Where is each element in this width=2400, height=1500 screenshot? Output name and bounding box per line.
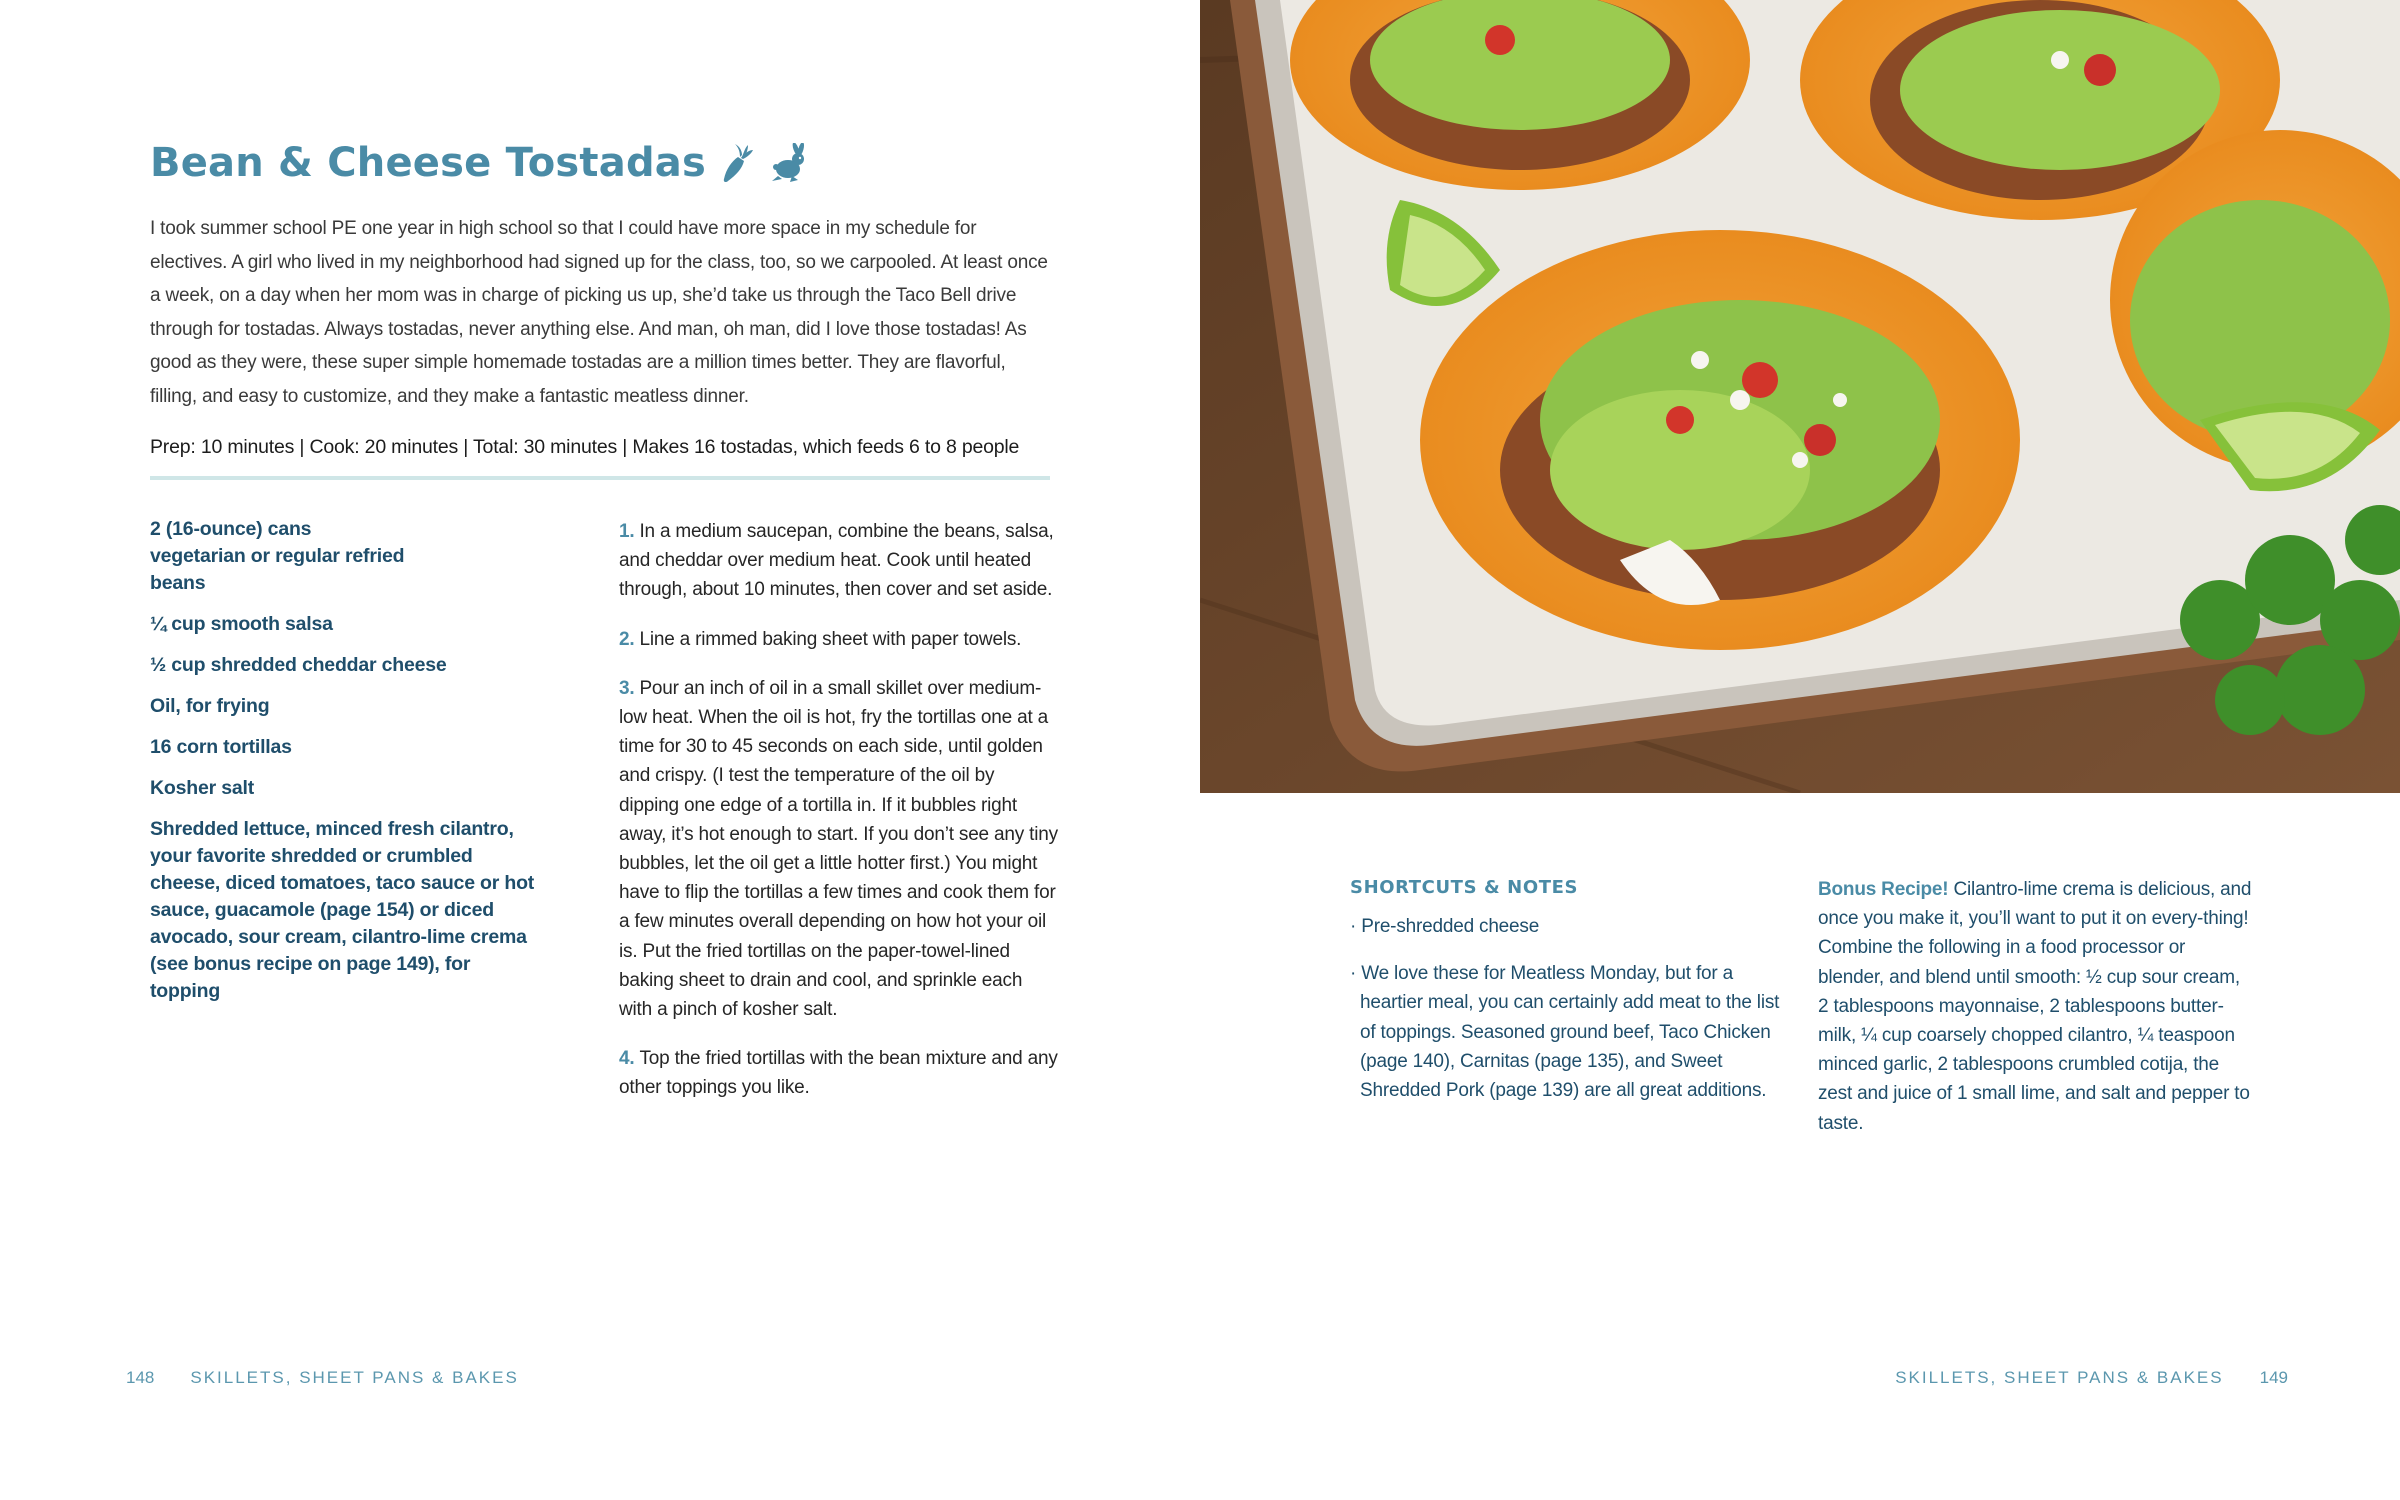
veggie-icon (720, 143, 754, 183)
left-footer (126, 1368, 519, 1388)
ingredient-item: 2 (16-ounce) cans vegetarian or regular refried beans (150, 518, 405, 594)
step-item (619, 517, 1059, 605)
step-text: Line a rimmed baking sheet with paper towels. (639, 628, 1022, 650)
quick-rabbit-icon (768, 143, 808, 183)
ingredient-item: Oil, for frying (150, 695, 270, 717)
ingredient-item: ½ cup shredded cheddar cheese (150, 654, 447, 676)
page-number: 149 (2259, 1368, 2288, 1387)
ingredient-item: Kosher salt (150, 777, 255, 799)
right-page (1200, 0, 2400, 1500)
bonus-text: Cilantro-lime crema is delicious, and once you make it, you’ll want to put it on every-thing! Combine the following in a food processor or blender, and blend until smooth: ½ cup sour cream, 2 tablespoons mayonnaise, 2 tablespoons butter-milk, ¼ cup coarsely chopped cilantro, ¼ teaspoon minced garlic, 2 tablespoons crumbled cotija, the zest and juice of 1 small lime, and salt and pepper to taste. (1818, 879, 2252, 1134)
right-footer (1895, 1368, 2288, 1388)
ingredient-item: 16 corn tortillas (150, 736, 292, 758)
notes-list (1350, 912, 1780, 1105)
recipe-meta: Prep: 10 minutes | Cook: 20 minutes | Total: 30 minutes | Makes 16 tostadas, which feeds 6 to 8 people (150, 436, 1020, 458)
step-item (619, 674, 1059, 1024)
divider (150, 476, 1050, 480)
step-text: Pour an inch of oil in a small skillet over medium-low heat. When the oil is hot, fry the tortillas one at a time for 30 to 45 seconds on each side, until golden and crispy. (I test the temperature of the oil by dipping one edge of a tortilla in. If it bubbles right away, it’s hot enough to start. If you don’t see any tiny bubbles, let the oil get a little hotter first.) You might have to flip the tortillas a few times and cook them for a few minutes overall depending on how hot your oil is. Put the fried tortillas on the paper-towel-lined baking sheet to drain and cool, and sprinkle each with a pinch of kosher salt. (619, 677, 1058, 1021)
ingredient-item: ¼ cup smooth salsa (150, 613, 333, 635)
step-number: 3. (619, 677, 635, 699)
step-number: 4. (619, 1048, 635, 1070)
section-title: SKILLETS, SHEET PANS & BAKES (190, 1368, 519, 1387)
step-item (619, 625, 1059, 654)
tostadas-photo (1200, 0, 2400, 793)
page-number: 148 (126, 1368, 155, 1387)
step-number: 1. (619, 521, 635, 542)
step-number: 2. (619, 628, 635, 650)
recipe-intro: I took summer school PE one year in high school so that I could have more space in my schedule for electives. A girl who lived in my neighborhood had signed up for the class, too, so we carpooled. At least once a week, on a day when her mom was in charge of picking us up, she’d take us through the Taco Bell drive through for tostadas. Always tostadas, never anything else. And man, oh man, did I love those tostadas! As good as they were, these super simple homemade tostadas are a million times better. They are flavorful, filling, and easy to customize, and they make a fantastic meatless dinner. (150, 218, 1048, 407)
step-item (619, 1044, 1059, 1102)
notes-heading: SHORTCUTS & NOTES (1350, 877, 1579, 898)
step-list (619, 517, 1059, 1123)
note-item: · Pre-shredded cheese (1350, 912, 1780, 941)
bonus-recipe (1818, 875, 2253, 1138)
note-item: · We love these for Meatless Monday, but for a heartier meal, you can certainly add meat to the list of toppings. Seasoned ground beef, Taco Chicken (page 140), Carnitas (page 135), and Sweet Shredded Pork (page 139) are all great additions. (1350, 959, 1780, 1105)
shortcuts-notes (1350, 877, 1780, 1123)
recipe-title-text: Bean & Cheese Tostadas (150, 140, 706, 186)
bonus-label: Bonus Recipe! (1818, 879, 1949, 900)
step-text: In a medium saucepan, combine the beans, salsa, and cheddar over medium heat. Cook until heated through, about 10 minutes, then cover and set aside. (619, 521, 1054, 601)
ingredient-item: Shredded lettuce, minced fresh cilantro, your favorite shredded or crumbled cheese, diced tomatoes, taco sauce or hot sauce, guacamole (page 154) or diced avocado, sour cream, cilantro-lime crema (see bonus recipe on page 149), for topping (150, 818, 535, 1002)
section-title: SKILLETS, SHEET PANS & BAKES (1895, 1368, 2224, 1387)
recipe-title (150, 140, 808, 186)
ingredient-list (150, 516, 550, 1019)
step-text: Top the fried tortillas with the bean mixture and any other toppings you like. (619, 1048, 1058, 1099)
